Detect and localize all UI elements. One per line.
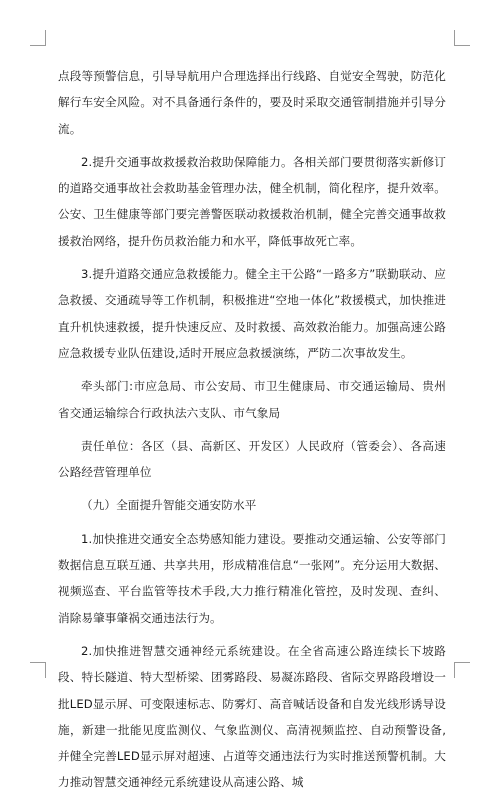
paragraph-accident-rescue: 2.提升交通事故救援救治救助保障能力。各相关部门要贯彻落实新修订的道路交通事故社会救助基金管理办法，健全机制，简化程序，提升效率。公安、卫生健康等部门要完善警医联动救援救治机制，健全完善交通事故救援救治网络，提升伤员救治能力和水平，降低事故死亡率。 [58,154,446,248]
crop-mark-top-left-v [45,30,46,46]
crop-mark-bottom-left-h [30,662,46,663]
crop-mark-bottom-right-h [454,662,470,663]
crop-mark-bottom-right-v [454,662,455,678]
section-heading-nine: （九）全面提升智能交通安防水平 [81,498,257,513]
paragraph-lead-departments: 牵头部门:市应急局、市公安局、市卫生健康局、市交通运输局、贵州省交通运输综合行政执法六支队、市气象局 [58,379,446,420]
paragraph-responsible-units: 责任单位：各区（县、高新区、开发区）人民政府（管委会）、各高速公路经营管理单位 [58,438,446,480]
crop-mark-top-right-v [454,30,455,46]
crop-mark-bottom-left-v [45,662,46,678]
crop-mark-top-left-h [30,45,46,46]
document-body [58,63,446,803]
paragraph-emergency-rescue: 3.提升道路交通应急救援能力。健全主干公路“一路多方”联勤联动、应急救援、交通疏导等工作机制，积极推进“空地一体化”救援模式，加快推进直升机快速救援，提升快速反应、及时救援、高效救治能力。加强高速公路应急救援专业队伍建设,适时开展应急救援演练，严防二次事故发生。 [58,267,446,360]
paragraph-smart-traffic: 2.加快推进智慧交通神经元系统建设。在全省高速公路连续长下坡路段、特长隧道、特大型桥梁、团雾路段、易凝冻路段、省际交界路段增设一批LED显示屏、可变限速标志、防雾灯、高音喊话设备和自发光线形诱导设施，新建一批能见度监测仪、气象监测仪、高清视频监控、自动预警设备,并健全完善LED显示屏对超速、占道等交通违法行为实时推送预警机制。大力推动智慧交通神经元系统建设从高速公路、城 [58,643,446,790]
paragraph-situational-awareness: 1.加快推进交通安全态势感知能力建设。要推动交通运输、公安等部门数据信息互联互通、共享共用，形成精准信息“一张网”。充分运用大数据、视频巡查、平台监管等技术手段,大力推行精准化管控，及时发现、查纠、消除易肇事肇祸交通违法行为。 [58,531,446,625]
paragraph-continuation: 点段等预警信息，引导导航用户合理选择出行线路、自觉安全驾驶，防范化解行车安全风险。对不具备通行条件的，要及时采取交通管制措施并引导分流。 [58,69,446,136]
crop-mark-top-right-h [454,45,470,46]
